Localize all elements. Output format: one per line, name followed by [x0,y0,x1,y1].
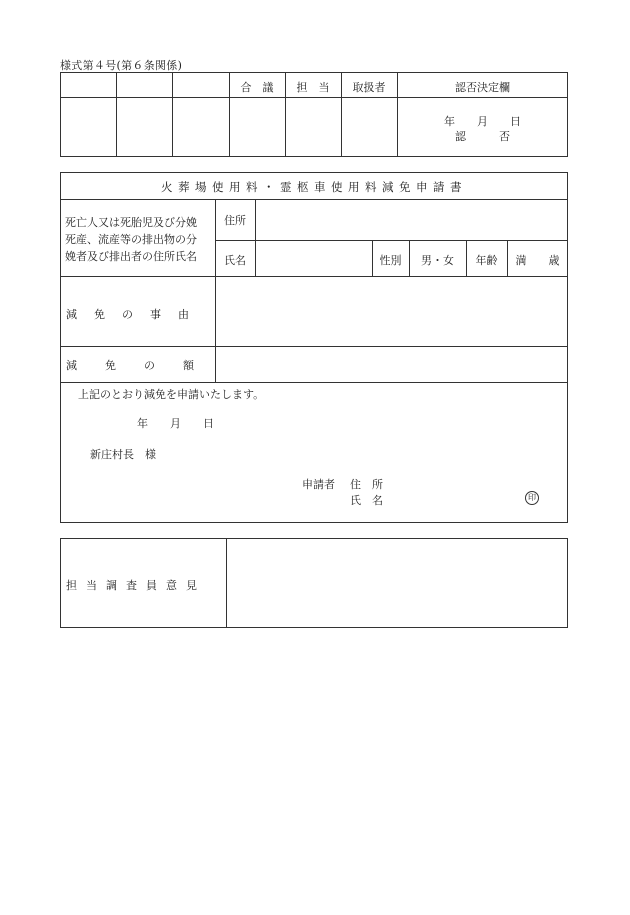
age-field[interactable]: 満 歳 [515,254,560,267]
application-date[interactable]: 年 月 日 [137,417,214,430]
investigator-opinion-field[interactable] [227,539,567,627]
amount-field[interactable] [216,347,567,381]
address-label: 住所 [224,214,246,227]
investigator-label: 担当調査員意見 [66,579,206,592]
name-label: 氏名 [224,254,246,267]
declaration-statement: 上記のとおり減免を申請いたします。 [78,388,265,401]
form-title: 火葬場使用料・霊柩車使用料減免申請書 [161,180,467,194]
reason-field[interactable] [216,277,567,346]
decision-result: 認 否 [455,130,510,143]
approval-header-in-charge: 担 当 [296,81,330,94]
decision-date: 年 月 日 [444,115,521,128]
deceased-label-line3: 娩者及び排出者の住所氏名 [65,250,197,263]
approval-header-consultation: 合 議 [240,81,274,94]
applicant-name-label: 氏 名 [350,494,383,507]
reason-label: 減 免 の 事 由 [66,308,192,321]
approval-header-decision: 認否決定欄 [455,81,510,94]
applicant-address-label: 住 所 [350,478,383,491]
seal-icon: 印 [525,491,539,505]
sex-options[interactable]: 男・女 [421,254,454,267]
form-number-caption: 様式第４号(第６条関係) [60,59,183,72]
sex-label: 性別 [379,254,402,267]
amount-label: 減 免 の 額 [66,359,196,372]
name-field[interactable] [256,241,371,275]
approval-header-handler: 取扱者 [352,81,386,94]
deceased-label-line1: 死亡人又は死胎児及び分娩 [65,216,197,229]
address-field[interactable] [256,200,567,239]
applicant-label: 申請者 [302,478,335,491]
age-label: 年齢 [475,254,498,267]
addressee: 新庄村長 様 [90,448,156,461]
deceased-label-line2: 死産、流産等の排出物の分 [65,233,197,246]
